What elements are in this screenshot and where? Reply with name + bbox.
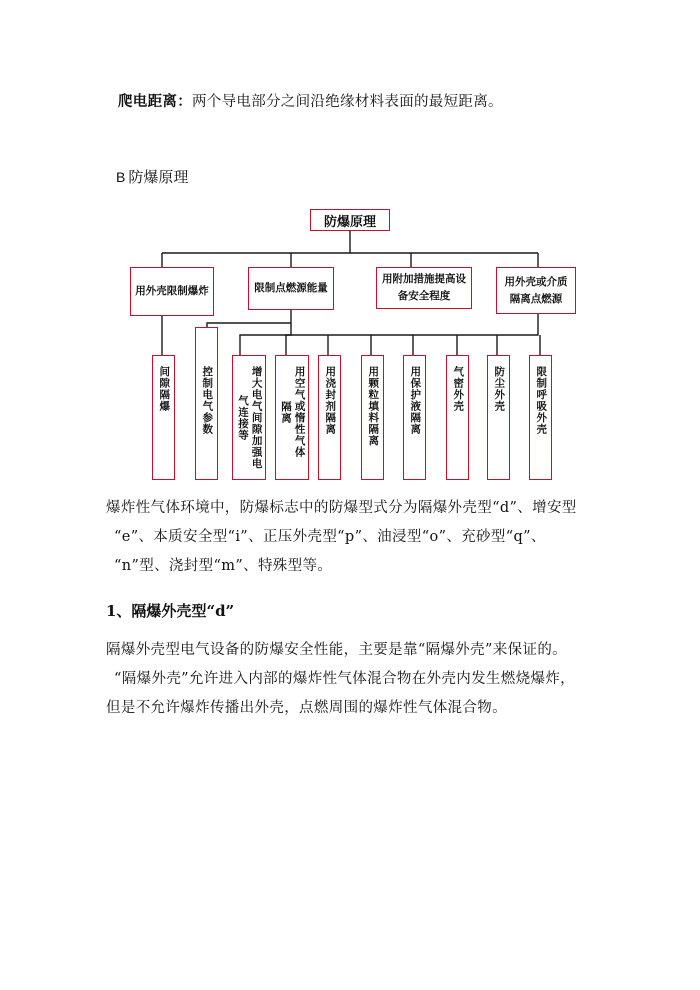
root-connector bbox=[162, 231, 538, 267]
section-b-title: 防爆原理 bbox=[128, 168, 189, 186]
paragraph-line: “隔爆外壳”允许进入内部的爆炸性气体混合物在外壳内发生燃烧爆炸， bbox=[114, 671, 576, 687]
leaf-box-3 bbox=[232, 355, 266, 480]
level1-box-4 bbox=[496, 267, 576, 314]
paragraph-line: “e”、本质安全型“i”、正压外壳型“p”、油浸型“o”、充砂型“q”、 bbox=[114, 529, 546, 545]
leaf-label: 用空气或惰性气体隔离 bbox=[280, 366, 306, 458]
level1-box-3 bbox=[376, 267, 472, 309]
level1-label: 用外壳限制爆炸 bbox=[135, 285, 209, 297]
leaf-label: 气密外壳 bbox=[452, 366, 465, 412]
leaf-label: 限制呼吸外壳 bbox=[535, 366, 548, 435]
leaf-box-1 bbox=[152, 355, 175, 480]
leaf-label: 用保护液隔离 bbox=[409, 366, 422, 435]
leaf-box-7 bbox=[403, 355, 426, 480]
leaf-label: 控制电气参数 bbox=[201, 366, 214, 435]
paragraph-line: 爆炸性气体环境中，防爆标志中的防爆型式分为隔爆外壳型“d”、增安型 bbox=[106, 500, 577, 516]
connector-lines bbox=[120, 205, 580, 490]
paragraph-line: 但是不允许爆炸传播出外壳，点燃周围的爆炸性气体混合物。 bbox=[106, 700, 507, 716]
leaf-box-5 bbox=[318, 355, 341, 480]
section-b-prefix: B bbox=[116, 169, 126, 185]
paragraph-line: “n”型、浇封型“m”、特殊型等。 bbox=[114, 558, 333, 574]
explosion-proof-principle-diagram bbox=[120, 205, 580, 490]
leaf-box-8 bbox=[446, 355, 469, 480]
definition-text: 两个导电部分之间沿绝缘材料表面的最短距离。 bbox=[192, 94, 503, 110]
leaf-box-10 bbox=[529, 355, 552, 480]
leaf-label: 用颗粒填料隔离 bbox=[367, 366, 380, 447]
leaf-label: 增大电气间隙加强电气连接等 bbox=[237, 366, 263, 470]
leaf-label: 间隙隔爆 bbox=[158, 366, 171, 412]
section-1-heading: 1、隔爆外壳型“d” bbox=[106, 602, 235, 620]
explosion-type-paragraph bbox=[106, 494, 606, 581]
leaf-box-4 bbox=[275, 355, 309, 480]
leaf-label: 防尘外壳 bbox=[493, 366, 506, 412]
branch-connector-3 bbox=[286, 314, 540, 355]
leaf-label: 用浇封剂隔离 bbox=[324, 366, 337, 435]
flameproof-paragraph bbox=[106, 636, 606, 723]
level1-box-1 bbox=[130, 267, 214, 316]
definition-term: 爬电距离： bbox=[118, 93, 192, 110]
section-b-heading bbox=[116, 166, 188, 187]
root-box bbox=[310, 209, 390, 231]
root-label: 防爆原理 bbox=[323, 214, 376, 230]
level1-label: 用外壳或介质隔离点燃源 bbox=[504, 275, 568, 305]
leaf-box-9 bbox=[487, 355, 510, 480]
branch-connector-2 bbox=[207, 310, 291, 355]
leaf-box-6 bbox=[361, 355, 384, 480]
level1-label: 限制点燃源能量 bbox=[254, 282, 328, 294]
creepage-definition bbox=[118, 90, 503, 111]
paragraph-line: 隔爆外壳型电气设备的防爆安全性能，主要是靠“隔爆外壳”来保证的。 bbox=[106, 642, 568, 658]
level1-box-2 bbox=[248, 267, 334, 310]
level1-label: 用附加措施提高设备安全程度 bbox=[382, 273, 466, 302]
leaf-box-2 bbox=[195, 327, 218, 480]
